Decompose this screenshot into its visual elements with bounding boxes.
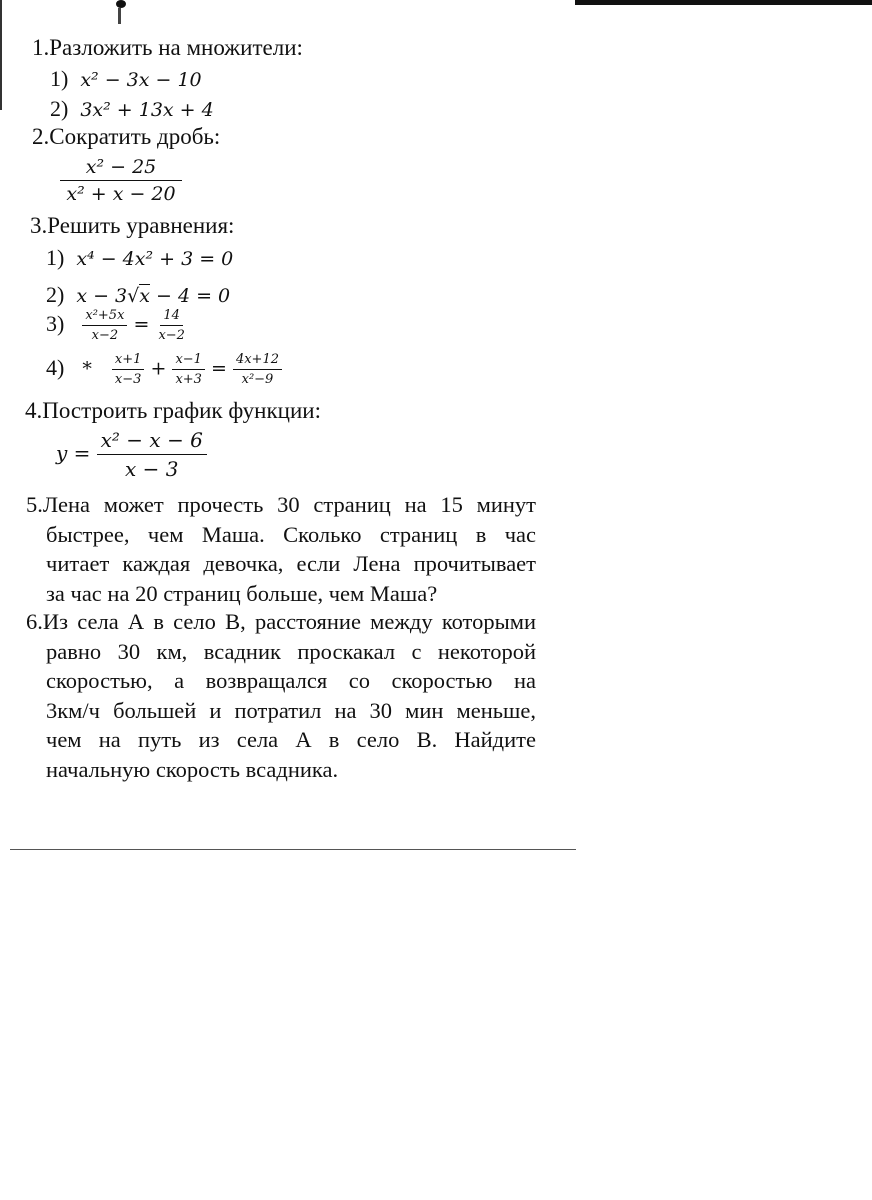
scan-edge-left <box>0 0 2 110</box>
problem-3-item-4: 4) * $\frac{x+1}{x-3}$ + $\frac{x-1}{x+3}$ = $\frac{4x+12}{\text{x²−9}}$ <box>46 352 282 387</box>
problem-1-title: 1.Разложить на множители: <box>32 35 303 60</box>
problem-4-title: 4.Построить график функции: <box>25 398 321 423</box>
problem-3-item-3: 3) $\frac{\text{x²+5x}}{x-2}$ = $\frac{14}{x-2}$ <box>46 308 185 343</box>
sqrt-sign: √ <box>127 285 140 307</box>
ink-blot-tail <box>118 8 121 24</box>
scan-edge-top <box>575 0 872 5</box>
problem-3-title: 3.Решить уравнения: <box>30 213 235 238</box>
problem-6-text: 6.Из села А в село В, расстояние между которыми равно 30 км, всадник проскакал с некоторой скоростью, а возвращался со скоростью на 3км/ч большей и потратил на 30 мин меньше, чем на путь из села А в село В. Найдите начальную скорость всадника. <box>26 609 536 782</box>
problem-2-fraction: $\frac{\text{x² − 25}}{\text{x² + x − 20}}$ <box>60 156 182 205</box>
problem-1-item-2: 2) 3x² + 13x + 4 <box>50 96 214 121</box>
problem-2-title: 2.Сократить дробь: <box>32 124 221 149</box>
ink-blot <box>116 0 126 8</box>
problem-3-item-1: 1) x⁴ − 4x² + 3 = 0 <box>46 245 234 270</box>
problem-4-function: y = $\frac{\text{x² − x − 6}}{x - 3}$ <box>56 428 207 481</box>
problem-3-item-2: 2) x − 3√x − 4 = 0 <box>46 282 231 307</box>
problem-1-item-1: 1) x² − 3x − 10 <box>50 66 202 91</box>
cut-line <box>10 849 576 850</box>
problem-5-text: 5.Лена может прочесть 30 страниц на 15 минут быстрее, чем Маша. Сколько страниц в час читает каждая девочка, если Лена прочитывает за час на 20 страниц больше, чем Маша? <box>26 492 536 606</box>
